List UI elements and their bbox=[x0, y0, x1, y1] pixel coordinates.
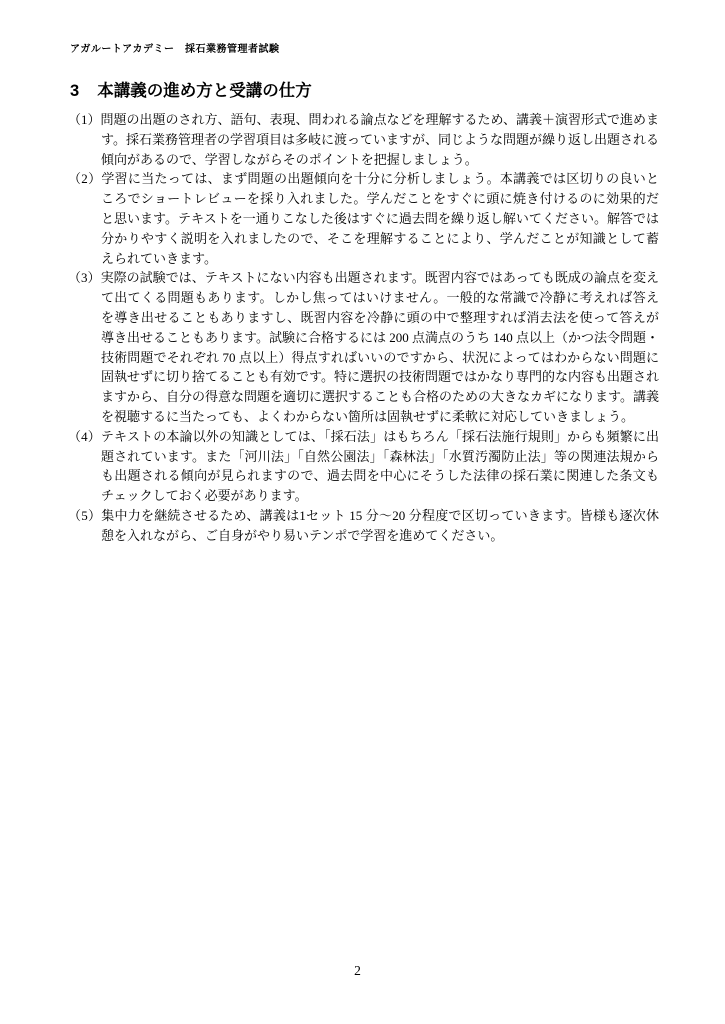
item-text: 集中力を継続させるため、講義は1セット 15 分～20 分程度で区切っていきます。皆様も逐次休憩を入れながら、ご自身がやり易いテンポで学習を進めてください。 bbox=[101, 507, 659, 543]
item-text: 問題の出題のされ方、語句、表現、問われる論点などを理解するため、講義＋演習形式で進めます。採石業務管理者の学習項目は多岐に渡っていますが、同じような問題が繰り返し出題される傾向があるので、学習しながらそのポイントを把握しましょう。 bbox=[100, 112, 659, 167]
list-item bbox=[68, 427, 659, 506]
list-item bbox=[68, 268, 659, 426]
item-marker: （3） bbox=[68, 270, 101, 286]
item-marker: （5） bbox=[68, 507, 102, 523]
list-item bbox=[68, 506, 659, 546]
item-marker: （4） bbox=[68, 428, 101, 444]
section-number: 3 bbox=[70, 82, 80, 100]
item-marker: （1） bbox=[68, 112, 101, 127]
list-item bbox=[68, 169, 659, 268]
page-number: 2 bbox=[354, 963, 361, 978]
document-body bbox=[68, 110, 659, 546]
section-heading bbox=[70, 77, 312, 101]
item-text: 学習に当たっては、まず問題の出題傾向を十分に分析しましょう。本講義では区切りの良いところでショートレビューを採り入れました。学んだことをすぐに頭に焼き付けるのに効果的だと思います。テキストを一通りこなした後はすぐに過去問を繰り返し解いてください。解答では分かりやすく説明を入れましたので、そこを理解することにより、学んだことが知識として蓄えられていきます。 bbox=[101, 171, 659, 266]
item-marker: （2） bbox=[68, 171, 102, 187]
item-text: 実際の試験では、テキストにない内容も出題されます。既習内容ではあっても既成の論点を変えて出てくる問題もあります。しかし焦ってはいけません。一般的な常識で冷静に考えれば答えを導き出せることもありますし、既習内容を冷静に頭の中で整理すれば消去法を使って答えが導き出せることもあります。試験に合格するには 200 点満点のうち 140 点以上（かつ法令問題・技術問題でそれぞれ 70 点以上）得点すればいいのですから、状況によってはわからない問題に固執せずに切り捨てることも有効です。特に選択の技術問題ではかなり専門的な内容も出題されますから、自分の得意な問題を適切に選択することも合格のための大きなカギになります。講義を視聴するに当たっても、よくわからない箇所は固執せずに柔軟に対応していきましょう。 bbox=[100, 270, 659, 424]
list-item bbox=[68, 110, 659, 169]
section-title: 本講義の進め方と受講の仕方 bbox=[97, 82, 312, 100]
document-header: アガルートアカデミー 採石業務管理者試験 bbox=[70, 44, 280, 55]
item-text: テキストの本論以外の知識としては、「採石法」はもちろん「採石法施行規則」からも頻繁に出題されています。また「河川法」「自然公園法」「森林法」「水質汚濁防止法」等の関連法規からも出題される傾向が見られますので、過去問を中心にそうした法律の採石業に関連した条文もチェックしておく必要があります。 bbox=[100, 428, 659, 504]
